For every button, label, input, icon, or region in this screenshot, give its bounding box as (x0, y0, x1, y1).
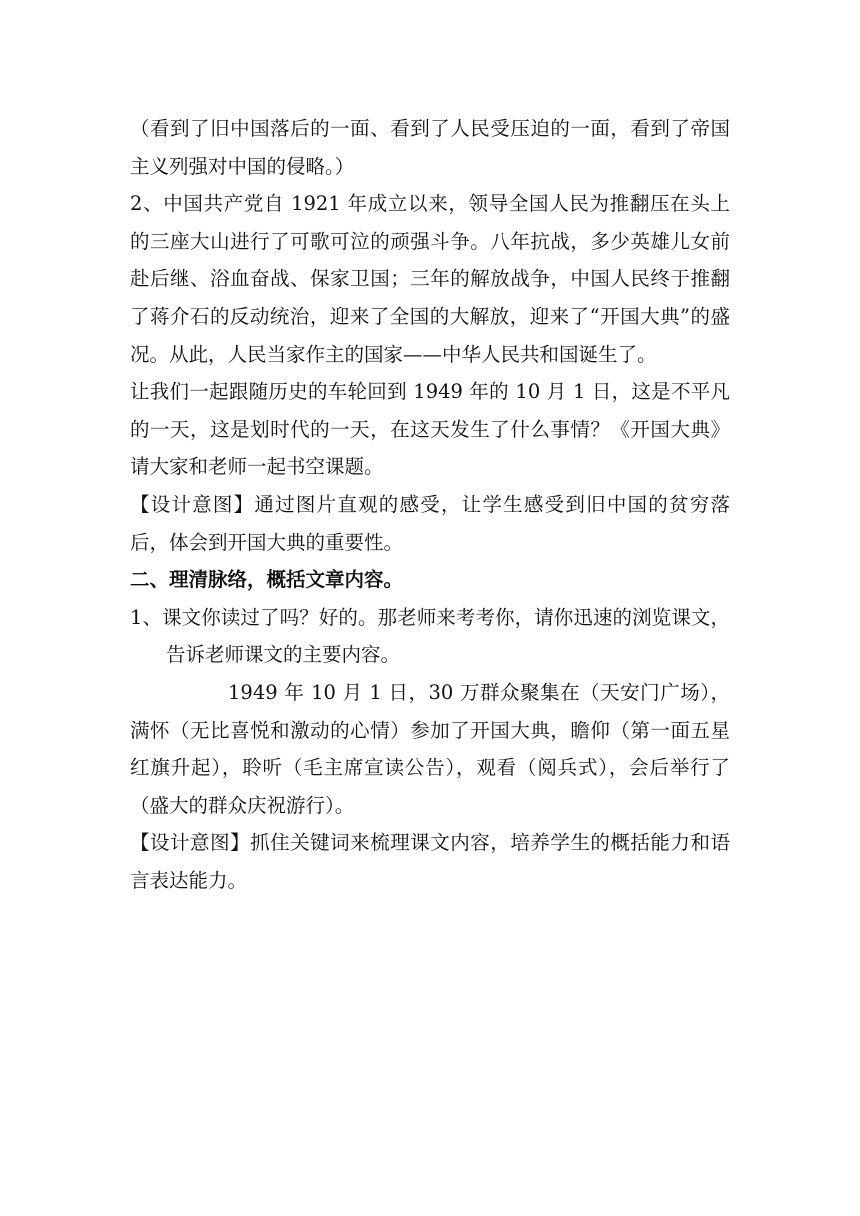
paragraph-1949-intro: 让我们一起跟随历史的车轮回到 1949 年的 10 月 1 日，这是不平凡的一天，这是划时代的一天，在这天发生了什么事情？《开国大典》请大家和老师一起书空课题。 (130, 380, 730, 479)
paragraph-design-intent-1: 【设计意图】通过图片直观的感受，让学生感受到旧中国的贫穷落后，体会到开国大典的重要性。 (130, 492, 730, 554)
document-body (130, 110, 730, 899)
paragraph-design-intent-2: 【设计意图】抓住关键词来梳理课文内容，培养学生的概括能力和语言表达能力。 (130, 831, 730, 892)
paragraph-observation: （看到了旧中国落后的一面、看到了人民受压迫的一面，看到了帝国主义列强对中国的侵略。） (130, 117, 730, 178)
paragraph-party-history: 2、中国共产党自 1921 年成立以来，领导全国人民为推翻压在头上的三座大山进行了可歌可泣的顽强斗争。八年抗战，多少英雄儿女前赴后继、浴血奋战、保家卫国；三年的解放战争，中国人民终于推翻了蒋介石的反动统治，迎来了全国的大解放，迎来了“开国大典”的盛况。从此，人民当家作主的国家——中华人民共和国诞生了。 (130, 192, 730, 366)
question-part-1: 1、课文你读过了吗？好的。那老师来考考你，请你迅速的浏览课文， (130, 605, 730, 629)
summary-text: 1949 年 10 月 1 日，30 万群众聚集在（天安门广场），满怀（无比喜悦和激动的心情）参加了开国大典，瞻仰（第一面五星红旗升起），聆听（毛主席宣读公告），观看（阅兵式），会后举行了（盛大的群众庆祝游行）。 (130, 680, 730, 817)
paragraph-question (130, 599, 730, 674)
section-heading-2: 二、理清脉络，概括文章内容。 (130, 568, 404, 592)
question-part-2: 告诉老师课文的主要内容。 (166, 643, 401, 667)
paragraph-summary (130, 674, 730, 824)
